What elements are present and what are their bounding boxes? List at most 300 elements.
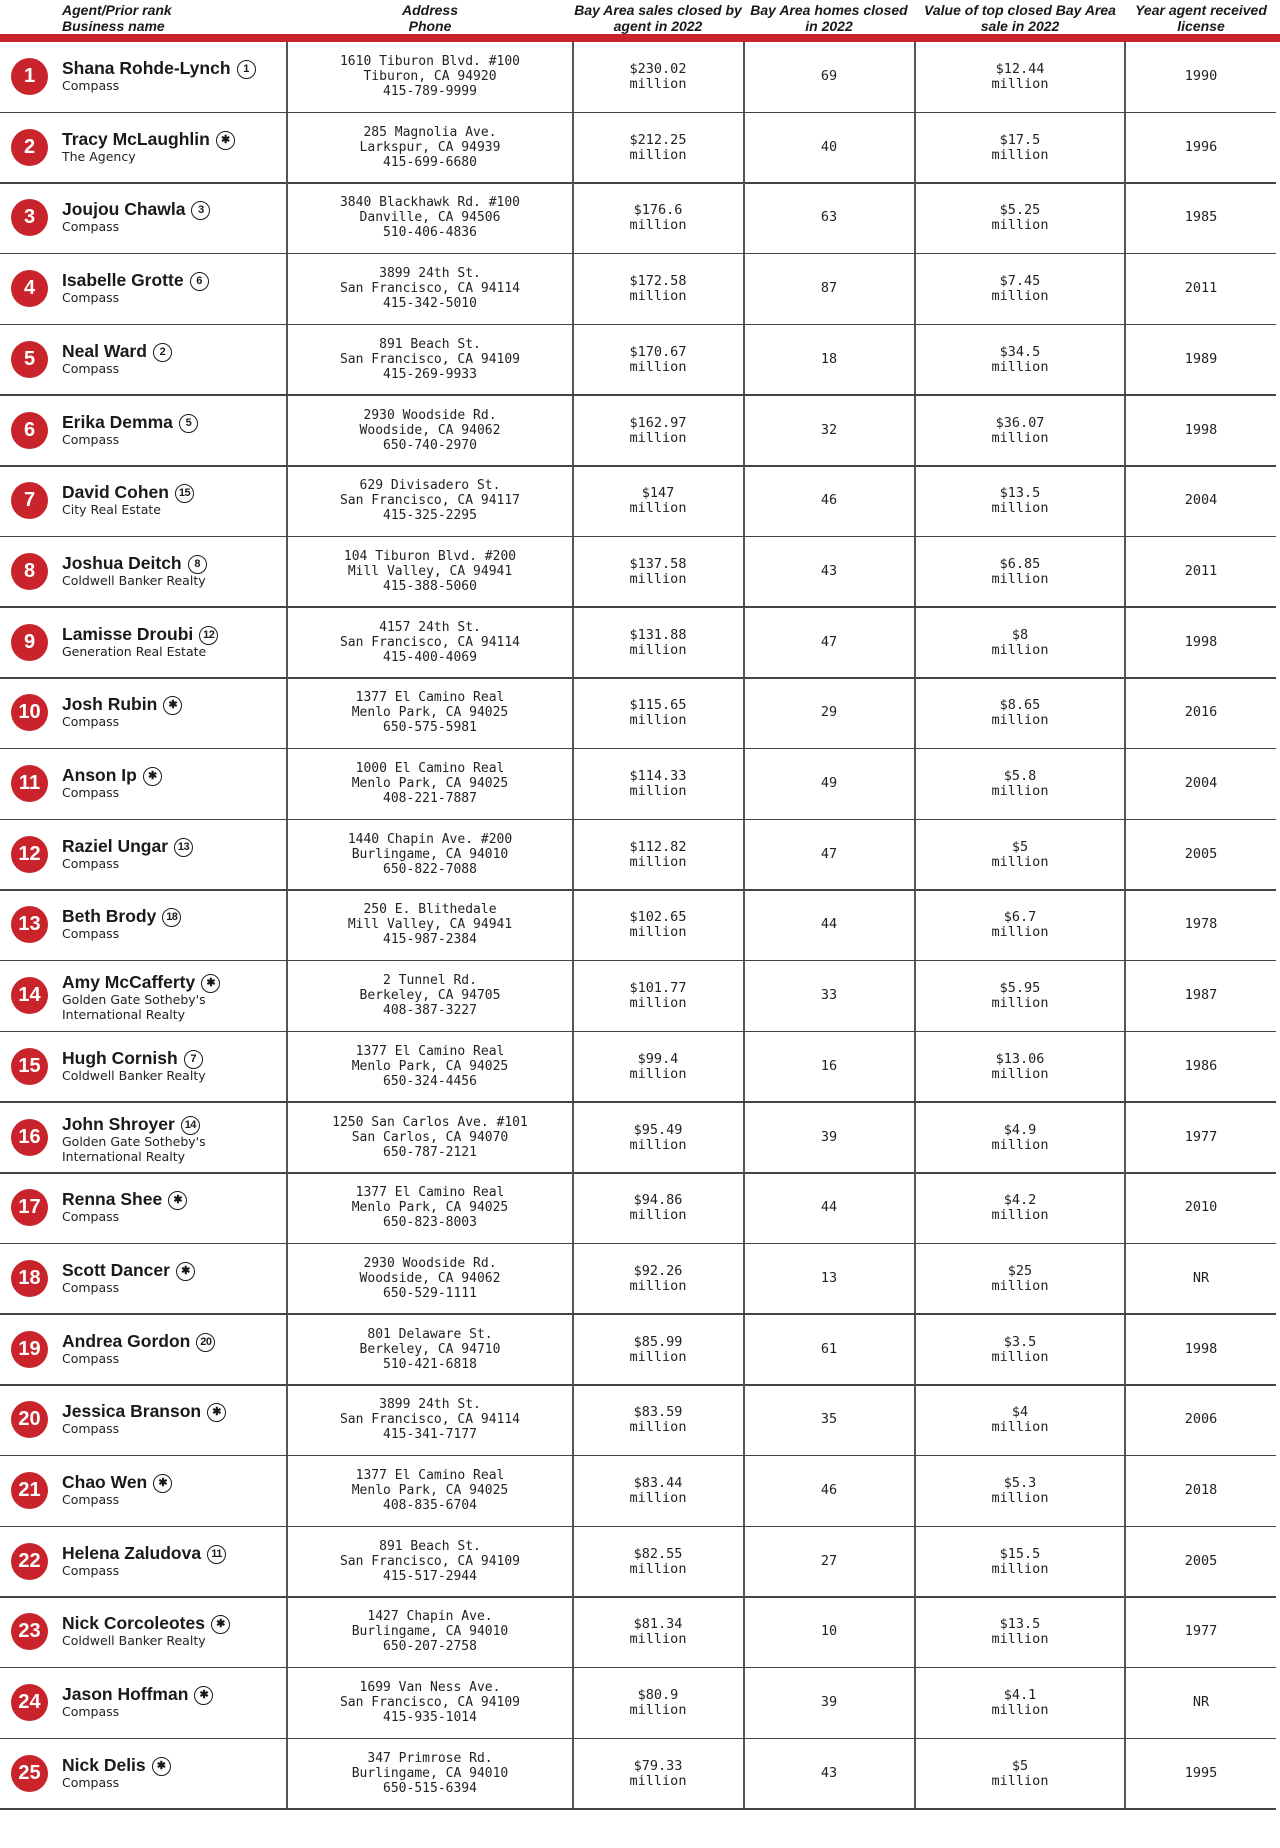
top-sale-unit: million xyxy=(991,641,1049,658)
street-address: 2930 Woodside Rd. xyxy=(363,407,497,423)
column-divider xyxy=(286,890,288,961)
agent-name-line xyxy=(62,624,218,645)
top-sale-amount: $4.2 xyxy=(1003,1192,1037,1209)
column-divider xyxy=(743,396,745,467)
header-red-rule xyxy=(0,34,1280,42)
top-sale-unit: million xyxy=(991,570,1049,587)
column-divider xyxy=(914,1739,916,1810)
column-divider xyxy=(286,42,288,113)
address-block xyxy=(289,1115,571,1160)
business-name: Compass xyxy=(62,290,120,306)
license-year: 2005 xyxy=(1184,1552,1218,1569)
top-sale-unit: million xyxy=(991,1772,1049,1789)
column-divider xyxy=(1124,1527,1126,1598)
rank-badge: 21 xyxy=(11,1472,48,1509)
address-block xyxy=(289,902,571,947)
sales-amount: $83.44 xyxy=(633,1475,683,1491)
table-row xyxy=(0,1668,1280,1739)
column-divider xyxy=(286,1668,288,1739)
rank-badge: 19 xyxy=(11,1331,48,1368)
rank-badge: 15 xyxy=(11,1048,48,1085)
column-divider xyxy=(1124,1668,1126,1739)
license-year: NR xyxy=(1192,1269,1210,1286)
sales-amount: $94.86 xyxy=(633,1192,683,1209)
sales-amount: $114.33 xyxy=(629,768,687,784)
agent-name: David Cohen xyxy=(62,482,169,503)
agent-name-line xyxy=(62,129,235,150)
sales-unit: million xyxy=(629,1702,687,1719)
column-divider xyxy=(743,1527,745,1598)
agent-name: Tracy McLaughlin xyxy=(62,128,210,149)
prior-rank-badge: 7 xyxy=(184,1050,203,1069)
column-divider xyxy=(286,1597,288,1668)
new-entry-star-icon: ✱ xyxy=(207,1403,226,1422)
rank-badge: 4 xyxy=(11,270,48,307)
sales-unit: million xyxy=(629,500,687,517)
license-year: 1998 xyxy=(1184,1340,1218,1357)
column-divider xyxy=(1124,466,1126,537)
column-divider xyxy=(914,113,916,184)
phone-number: 415-699-6680 xyxy=(383,154,477,170)
address-block xyxy=(289,1256,571,1301)
table-row xyxy=(0,1385,1280,1456)
sales-value xyxy=(574,1617,742,1647)
business-name: Golden Gate Sotheby's International Realty xyxy=(62,1133,206,1164)
top-sale-amount: $13.06 xyxy=(995,1050,1045,1067)
header-top-line1: Value of top closed Bay Area xyxy=(924,2,1116,18)
sales-unit: million xyxy=(629,429,687,446)
address-block xyxy=(289,1185,571,1230)
header-address-line2: Phone xyxy=(408,18,452,34)
top-sale-amount: $6.7 xyxy=(1003,909,1037,926)
sales-amount: $176.6 xyxy=(633,202,683,219)
rank-badge: 22 xyxy=(11,1543,48,1580)
column-divider xyxy=(572,113,574,184)
city-address: San Francisco, CA 94109 xyxy=(339,351,520,367)
sales-amount: $172.58 xyxy=(629,273,687,290)
header-homes-line2: in 2022 xyxy=(805,18,853,34)
homes-closed: 63 xyxy=(820,209,838,226)
column-divider xyxy=(1124,254,1126,325)
top-sale-unit: million xyxy=(991,288,1049,305)
street-address: 4157 24th St. xyxy=(379,619,481,635)
address-block xyxy=(289,266,571,311)
table-row xyxy=(0,254,1280,325)
license-year: 2011 xyxy=(1184,280,1218,297)
sales-amount: $131.88 xyxy=(629,626,687,643)
license-year: 1985 xyxy=(1184,209,1218,226)
table-row xyxy=(0,1456,1280,1527)
agent-name: Neal Ward xyxy=(62,340,147,361)
agent-name-line xyxy=(62,270,209,291)
phone-number: 408-835-6704 xyxy=(383,1498,477,1513)
homes-closed: 35 xyxy=(820,1411,838,1428)
top-sale-amount: $17.5 xyxy=(999,131,1041,148)
agent-name-line xyxy=(62,1472,172,1493)
column-divider xyxy=(572,42,574,113)
header-top-sale xyxy=(916,2,1124,34)
homes-closed: 32 xyxy=(820,421,838,438)
sales-value xyxy=(574,1405,742,1435)
top-sale-amount: $5 xyxy=(1011,838,1029,855)
agent-name-line xyxy=(62,1189,187,1210)
sales-unit: million xyxy=(629,783,687,799)
top-sale-value xyxy=(916,769,1124,799)
phone-number: 415-935-1014 xyxy=(383,1710,477,1726)
top-sale-amount: $34.5 xyxy=(999,343,1041,360)
column-divider xyxy=(286,678,288,749)
row-divider xyxy=(0,1808,1276,1810)
top-sale-unit: million xyxy=(991,358,1049,375)
business-name: Compass xyxy=(62,1704,120,1720)
city-address: Mill Valley, CA 94941 xyxy=(347,563,513,579)
sales-amount: $85.99 xyxy=(633,1333,683,1350)
column-divider xyxy=(743,820,745,891)
prior-rank-badge: 13 xyxy=(174,838,193,857)
address-block xyxy=(289,832,571,877)
sales-value xyxy=(574,1547,742,1577)
column-divider xyxy=(572,396,574,467)
agent-name: Lamisse Droubi xyxy=(62,623,194,644)
column-divider xyxy=(572,254,574,325)
street-address: 891 Beach St. xyxy=(379,336,481,352)
new-entry-star-icon: ✱ xyxy=(152,1757,171,1776)
column-divider xyxy=(914,1527,916,1598)
top-sale-value xyxy=(916,203,1124,233)
column-divider xyxy=(914,890,916,961)
header-address xyxy=(289,2,571,34)
license-year: NR xyxy=(1192,1694,1210,1711)
sales-unit: million xyxy=(629,1490,687,1506)
sales-amount: $102.65 xyxy=(629,909,687,926)
address-block xyxy=(289,478,571,523)
rank-badge: 25 xyxy=(11,1755,48,1792)
sales-amount: $82.55 xyxy=(633,1545,683,1562)
sales-unit: million xyxy=(629,1207,687,1224)
sales-value xyxy=(574,840,742,870)
homes-closed: 39 xyxy=(820,1694,838,1711)
agent-name: Chao Wen xyxy=(62,1472,148,1492)
table-row xyxy=(0,537,1280,608)
column-divider xyxy=(572,1668,574,1739)
license-year: 1987 xyxy=(1184,987,1218,1004)
rank-badge: 20 xyxy=(11,1401,48,1438)
column-divider xyxy=(914,1244,916,1315)
city-address: Woodside, CA 94062 xyxy=(359,422,501,438)
top-sale-unit: million xyxy=(991,1560,1049,1577)
address-block xyxy=(289,195,571,240)
column-divider xyxy=(914,42,916,113)
city-address: Burlingame, CA 94010 xyxy=(351,1624,509,1640)
homes-closed: 46 xyxy=(820,1482,838,1498)
phone-number: 650-787-2121 xyxy=(383,1144,477,1160)
city-address: Menlo Park, CA 94025 xyxy=(351,1200,509,1216)
city-address: Tiburon, CA 94920 xyxy=(363,69,497,84)
business-name: Generation Real Estate xyxy=(62,643,207,659)
header-agent-line1: Agent/Prior rank xyxy=(62,2,172,18)
homes-closed: 44 xyxy=(820,1199,838,1216)
top-sale-value xyxy=(916,1759,1124,1789)
homes-closed: 16 xyxy=(820,1057,838,1074)
column-divider xyxy=(286,820,288,891)
top-sale-unit: million xyxy=(991,783,1049,799)
top-sale-value xyxy=(916,1335,1124,1365)
sales-amount: $170.67 xyxy=(629,343,687,360)
street-address: 1610 Tiburon Blvd. #100 xyxy=(339,54,520,69)
city-address: Burlingame, CA 94010 xyxy=(351,846,509,862)
column-divider xyxy=(286,113,288,184)
top-sale-amount: $13.5 xyxy=(999,485,1041,502)
column-divider xyxy=(1124,1103,1126,1174)
homes-closed: 69 xyxy=(820,68,838,84)
agent-name: Renna Shee xyxy=(62,1189,163,1210)
agent-name: Andrea Gordon xyxy=(62,1330,191,1351)
agent-name-line xyxy=(62,972,220,993)
table-row xyxy=(0,42,1280,113)
address-block xyxy=(289,1609,571,1654)
license-year: 1978 xyxy=(1184,916,1218,933)
address-block xyxy=(289,337,571,382)
rank-badge: 24 xyxy=(11,1684,48,1721)
sales-value xyxy=(574,416,742,446)
agent-name: Josh Rubin xyxy=(62,694,158,715)
table-row xyxy=(0,820,1280,891)
top-sale-amount: $8 xyxy=(1011,626,1029,643)
sales-unit: million xyxy=(629,995,687,1012)
sales-value xyxy=(574,1193,742,1223)
sales-unit: million xyxy=(629,217,687,234)
city-address: Burlingame, CA 94010 xyxy=(351,1765,509,1781)
top-sale-unit: million xyxy=(991,712,1049,729)
business-name: Compass xyxy=(62,1350,120,1366)
column-divider xyxy=(572,1103,574,1174)
agent-name: John Shroyer xyxy=(62,1113,175,1134)
prior-rank-badge: 6 xyxy=(190,272,209,291)
homes-closed: 61 xyxy=(820,1340,838,1357)
phone-number: 415-789-9999 xyxy=(383,84,477,99)
prior-rank-badge: 15 xyxy=(175,484,194,503)
sales-unit: million xyxy=(629,146,687,163)
top-sale-amount: $4.9 xyxy=(1003,1121,1037,1138)
column-divider xyxy=(286,1456,288,1527)
table-row xyxy=(0,396,1280,467)
header-address-line1: Address xyxy=(401,2,459,18)
street-address: 1377 El Camino Real xyxy=(355,690,505,706)
sales-amount: $147 xyxy=(641,485,675,502)
column-divider xyxy=(914,466,916,537)
column-divider xyxy=(572,325,574,396)
column-divider xyxy=(743,1032,745,1103)
license-year: 1986 xyxy=(1184,1057,1218,1074)
city-address: Menlo Park, CA 94025 xyxy=(351,776,509,791)
top-sale-unit: million xyxy=(991,1490,1049,1506)
top-sale-value xyxy=(916,1193,1124,1223)
column-divider xyxy=(914,537,916,608)
column-divider xyxy=(743,890,745,961)
prior-rank-badge: 2 xyxy=(153,343,172,362)
homes-closed: 47 xyxy=(820,845,838,862)
top-sale-amount: $6.85 xyxy=(999,555,1041,572)
top-sale-amount: $15.5 xyxy=(999,1545,1041,1562)
sales-amount: $101.77 xyxy=(629,980,687,997)
table-row xyxy=(0,961,1280,1032)
top-sale-amount: $5.25 xyxy=(999,202,1041,219)
column-divider xyxy=(572,1385,574,1456)
business-name: Compass xyxy=(62,1492,120,1507)
column-divider xyxy=(743,1456,745,1527)
column-divider xyxy=(743,113,745,184)
phone-number: 650-740-2970 xyxy=(383,437,477,453)
license-year: 2011 xyxy=(1184,562,1218,579)
address-block xyxy=(289,549,571,594)
homes-closed: 49 xyxy=(820,775,838,791)
address-block xyxy=(289,1539,571,1584)
column-divider xyxy=(743,466,745,537)
column-divider xyxy=(914,1103,916,1174)
column-divider xyxy=(286,466,288,537)
column-divider xyxy=(914,1456,916,1527)
top-sale-amount: $36.07 xyxy=(995,414,1045,431)
top-sale-value xyxy=(916,1264,1124,1294)
sales-value xyxy=(574,203,742,233)
phone-number: 415-400-4069 xyxy=(383,649,477,665)
column-divider xyxy=(572,1597,574,1668)
column-divider xyxy=(914,1315,916,1386)
header-sales xyxy=(574,2,742,34)
top-sale-unit: million xyxy=(991,853,1049,870)
street-address: 1440 Chapin Ave. #200 xyxy=(347,831,513,847)
top-sale-unit: million xyxy=(991,76,1049,92)
business-name: Coldwell Banker Realty xyxy=(62,1067,206,1083)
column-divider xyxy=(743,1668,745,1739)
top-sale-amount: $5.8 xyxy=(1003,768,1037,784)
column-divider xyxy=(1124,396,1126,467)
rank-badge: 7 xyxy=(11,482,48,519)
top-sale-unit: million xyxy=(991,1419,1049,1436)
top-sale-value xyxy=(916,1123,1124,1153)
city-address: San Francisco, CA 94114 xyxy=(339,634,520,650)
phone-number: 650-324-4456 xyxy=(383,1073,477,1089)
column-divider xyxy=(286,396,288,467)
sales-unit: million xyxy=(629,853,687,870)
sales-unit: million xyxy=(629,358,687,375)
top-sale-value xyxy=(916,1052,1124,1082)
column-divider xyxy=(1124,113,1126,184)
top-sale-amount: $4.1 xyxy=(1003,1687,1037,1704)
column-divider xyxy=(572,749,574,820)
rank-badge: 18 xyxy=(11,1260,48,1297)
column-divider xyxy=(286,1739,288,1810)
agent-name-line xyxy=(62,765,162,786)
phone-number: 510-406-4836 xyxy=(383,225,477,241)
sales-unit: million xyxy=(629,1065,687,1082)
top-sale-amount: $3.5 xyxy=(1003,1333,1037,1350)
address-block xyxy=(289,1397,571,1442)
top-sale-value xyxy=(916,910,1124,940)
homes-closed: 43 xyxy=(820,562,838,579)
column-divider xyxy=(914,325,916,396)
phone-number: 415-987-2384 xyxy=(383,932,477,948)
agent-name: Anson Ip xyxy=(62,765,137,785)
column-divider xyxy=(572,1244,574,1315)
sales-amount: $99.4 xyxy=(637,1050,679,1067)
sales-value xyxy=(574,1688,742,1718)
header-top-line2: sale in 2022 xyxy=(980,18,1060,34)
phone-number: 650-529-1111 xyxy=(383,1285,477,1301)
sales-amount: $115.65 xyxy=(629,697,687,714)
address-block xyxy=(289,1680,571,1725)
homes-closed: 46 xyxy=(820,492,838,509)
agent-name-line xyxy=(62,1755,171,1776)
new-entry-star-icon: ✱ xyxy=(201,974,220,993)
business-name: The Agency xyxy=(62,148,136,164)
top-sale-amount: $7.45 xyxy=(999,273,1041,290)
agent-name-line xyxy=(62,341,172,362)
column-divider xyxy=(286,961,288,1032)
phone-number: 650-823-8003 xyxy=(383,1215,477,1231)
column-divider xyxy=(572,890,574,961)
prior-rank-badge: 8 xyxy=(188,555,207,574)
agent-name: Joshua Deitch xyxy=(62,552,182,573)
city-address: Berkeley, CA 94705 xyxy=(359,988,501,1004)
top-sale-value xyxy=(916,274,1124,304)
prior-rank-badge: 1 xyxy=(237,60,256,79)
table-row xyxy=(0,466,1280,537)
column-divider xyxy=(572,1173,574,1244)
column-divider xyxy=(914,749,916,820)
column-divider xyxy=(743,1739,745,1810)
top-sale-value xyxy=(916,628,1124,658)
top-sale-amount: $8.65 xyxy=(999,697,1041,714)
sales-value xyxy=(574,1123,742,1153)
table-row xyxy=(0,1244,1280,1315)
prior-rank-badge: 20 xyxy=(196,1333,215,1352)
address-block xyxy=(289,1327,571,1372)
column-divider xyxy=(572,961,574,1032)
homes-closed: 29 xyxy=(820,704,838,721)
column-divider xyxy=(1124,1597,1126,1668)
address-block xyxy=(289,408,571,453)
top-sale-value xyxy=(916,1688,1124,1718)
agent-name: Hugh Cornish xyxy=(62,1047,178,1068)
column-divider xyxy=(743,325,745,396)
license-year: 1990 xyxy=(1184,68,1218,84)
top-sale-value xyxy=(916,62,1124,92)
agent-name-line xyxy=(62,1543,226,1564)
column-divider xyxy=(914,1385,916,1456)
agent-name: Amy McCafferty xyxy=(62,972,196,993)
agent-name-line xyxy=(62,482,194,503)
business-name: Compass xyxy=(62,431,120,447)
column-divider xyxy=(743,1597,745,1668)
street-address: 1377 El Camino Real xyxy=(355,1185,505,1201)
agent-name-line xyxy=(62,1260,195,1281)
agent-name: Erika Demma xyxy=(62,411,173,432)
sales-unit: million xyxy=(629,712,687,729)
top-sale-value xyxy=(916,557,1124,587)
top-sale-amount: $5.95 xyxy=(999,980,1041,997)
rank-badge: 11 xyxy=(11,765,48,802)
header-year-line2: license xyxy=(1177,18,1225,34)
city-address: San Francisco, CA 94109 xyxy=(339,1695,520,1711)
column-divider xyxy=(743,183,745,254)
rank-badge: 13 xyxy=(11,906,48,943)
sales-amount: $95.49 xyxy=(633,1121,683,1138)
column-divider xyxy=(1124,1739,1126,1810)
new-entry-star-icon: ✱ xyxy=(216,131,235,150)
street-address: 629 Divisadero St. xyxy=(359,478,501,494)
business-name: Compass xyxy=(62,926,120,942)
